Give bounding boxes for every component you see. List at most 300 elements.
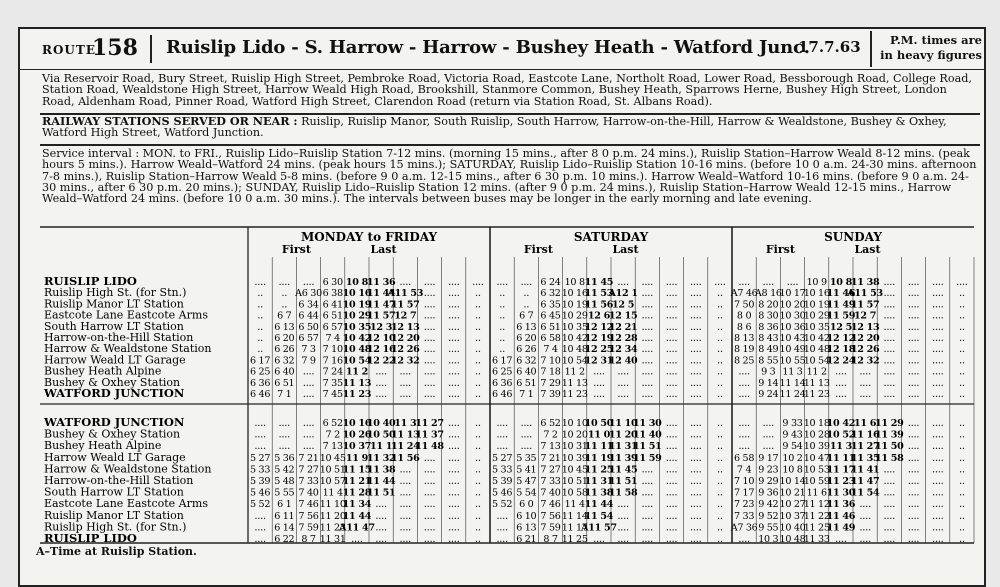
- outbound-time-cell: ..: [523, 299, 530, 311]
- outbound-time-cell: 10 9: [806, 277, 827, 288]
- inbound-time-cell: ....: [665, 522, 678, 534]
- inbound-time-cell: 10 14: [779, 476, 806, 487]
- inbound-time-cell: 7 23: [734, 499, 755, 511]
- outbound-time-cell: 6 45: [540, 310, 561, 322]
- inbound-time-cell: ....: [447, 452, 460, 464]
- outbound-time-cell: ..: [499, 333, 505, 344]
- inbound-time-cell: ..: [959, 429, 965, 441]
- inbound-time-cell: ....: [931, 418, 944, 429]
- inbound-time-cell: ....: [375, 534, 387, 545]
- outbound-time-cell: 12 31: [584, 355, 614, 367]
- inbound-time-cell: 11 22: [803, 510, 830, 522]
- inbound-time-cell: 10 57: [319, 476, 346, 487]
- outbound-time-cell: ..: [281, 288, 288, 300]
- outbound-time-cell: 12 40: [608, 355, 638, 367]
- outbound-time-cell: ..: [475, 288, 481, 300]
- outbound-time-cell: ....: [762, 277, 775, 288]
- inbound-time-cell: ....: [859, 522, 871, 534]
- inbound-time-cell: ....: [447, 534, 460, 545]
- inbound-time-cell: 11 59: [633, 452, 662, 464]
- outbound-time-cell: 11 13: [803, 377, 830, 389]
- inbound-time-cell: 11 51: [633, 441, 662, 453]
- outbound-time-cell: 8 36: [758, 321, 779, 333]
- outbound-time-cell: 7 18: [540, 366, 561, 378]
- outbound-time-cell: 6 32: [540, 288, 561, 300]
- inbound-time-cell: 9 29: [758, 476, 779, 487]
- inbound-time-cell: ....: [931, 499, 944, 511]
- outbound-time-cell: ....: [423, 377, 436, 389]
- outbound-time-cell: 12 34: [608, 344, 638, 356]
- outbound-time-cell: 12 25: [584, 344, 614, 356]
- outbound-time-cell: 7 1: [519, 389, 534, 400]
- inbound-time-cell: 11 17: [826, 464, 856, 476]
- outbound-time-cell: ..: [959, 333, 965, 344]
- inbound-time-cell: ....: [907, 499, 920, 511]
- inbound-time-cell: ....: [641, 464, 654, 476]
- outbound-time-cell: ....: [399, 366, 412, 378]
- inbound-time-cell: 11 47: [850, 476, 880, 487]
- inbound-time-cell: 11 11: [584, 441, 614, 453]
- outbound-time-cell: 11 53: [584, 288, 614, 300]
- inbound-time-cell: ....: [617, 534, 629, 545]
- inbound-time-cell: 11 10: [608, 418, 638, 429]
- inbound-time-cell: ..: [717, 418, 723, 429]
- inbound-time-cell: 11 1: [370, 441, 393, 453]
- inbound-time-cell: 6 13: [516, 522, 537, 534]
- outbound-time-cell: ....: [641, 366, 654, 378]
- outbound-time-cell: ....: [665, 310, 678, 322]
- inbound-time-cell: 11 6: [854, 418, 877, 429]
- outbound-time-cell: ....: [931, 299, 944, 311]
- outbound-time-cell: ....: [689, 333, 702, 344]
- outbound-time-cell: ....: [883, 366, 896, 378]
- outbound-time-cell: ..: [257, 288, 263, 300]
- outbound-time-cell: ....: [956, 277, 968, 288]
- outbound-time-cell: 6 58: [540, 333, 561, 344]
- inbound-stop-name: Harrow-on-the-Hill Station: [44, 474, 194, 487]
- inbound-time-cell: ....: [302, 418, 315, 429]
- inbound-time-cell: 11 58: [608, 487, 638, 499]
- outbound-time-cell: ..: [959, 288, 965, 300]
- inbound-time-cell: ..: [475, 441, 481, 453]
- inbound-stop-name: Bushey & Oxhey Station: [44, 427, 181, 441]
- last-header: Last: [370, 243, 397, 256]
- inbound-time-cell: ....: [738, 418, 750, 429]
- inbound-time-cell: ....: [665, 429, 678, 441]
- inbound-time-cell: ....: [447, 418, 460, 429]
- inbound-time-cell: ....: [278, 441, 291, 453]
- outbound-time-cell: 6 26: [274, 344, 295, 356]
- inbound-time-cell: 5 52: [492, 499, 513, 511]
- outbound-time-cell: 6 17: [250, 355, 271, 367]
- inbound-time-cell: ....: [931, 452, 944, 464]
- inbound-time-cell: 11 11: [826, 452, 856, 464]
- inbound-time-cell: ....: [665, 441, 678, 453]
- inbound-time-cell: 7 59: [298, 522, 319, 534]
- inbound-stop-name: WATFORD JUNCTION: [44, 415, 185, 429]
- outbound-time-cell: ....: [907, 321, 920, 333]
- inbound-stop-name: Ruislip Manor LT Station: [44, 508, 184, 522]
- inbound-time-cell: 5 54: [516, 487, 537, 499]
- inbound-time-cell: 7 21: [540, 452, 561, 464]
- inbound-time-cell: 11 28: [342, 487, 372, 499]
- outbound-time-cell: 6 51: [322, 310, 343, 322]
- inbound-time-cell: 11 40: [633, 429, 662, 441]
- outbound-time-cell: ..: [475, 377, 481, 389]
- outbound-time-cell: 12 22: [366, 355, 396, 367]
- inbound-time-cell: ..: [959, 476, 965, 487]
- inbound-time-cell: ....: [931, 510, 944, 522]
- inbound-time-cell: 11 54: [584, 510, 614, 522]
- stations-served-label: RAILWAY STATIONS SERVED OR NEAR :: [42, 114, 298, 128]
- outbound-time-cell: 12 5: [612, 299, 635, 311]
- route-date: 17.7.63: [798, 38, 861, 56]
- inbound-time-cell: 11 41: [850, 464, 880, 476]
- inbound-time-cell: 10 39: [803, 441, 830, 453]
- outbound-time-cell: ....: [883, 310, 896, 322]
- inbound-time-cell: 11 30: [633, 418, 662, 429]
- outbound-time-cell: ....: [907, 389, 920, 400]
- inbound-time-cell: ....: [689, 522, 702, 534]
- outbound-time-cell: ....: [472, 277, 484, 288]
- inbound-time-cell: 11 51: [366, 487, 396, 499]
- inbound-time-cell: ....: [375, 510, 387, 522]
- inbound-time-cell: ....: [254, 418, 266, 429]
- outbound-time-cell: 7 9: [301, 355, 316, 367]
- outbound-time-cell: ....: [907, 288, 920, 300]
- inbound-time-cell: 11 12: [803, 499, 830, 511]
- outbound-time-cell: 10 42: [342, 333, 372, 344]
- outbound-time-cell: 6 57: [322, 321, 343, 333]
- outbound-time-cell: ....: [302, 389, 315, 400]
- inbound-time-cell: 5 39: [492, 476, 513, 487]
- outbound-time-cell: 8 6: [736, 321, 752, 333]
- outbound-time-cell: 10 35: [342, 321, 372, 333]
- inbound-time-cell: ....: [254, 522, 266, 534]
- inbound-time-cell: 10 37: [779, 510, 806, 522]
- outbound-time-cell: 11 57: [366, 310, 396, 322]
- outbound-time-cell: ....: [689, 277, 702, 288]
- outbound-time-cell: 6 50: [298, 321, 319, 333]
- first-header: First: [523, 243, 553, 256]
- inbound-time-cell: ....: [593, 534, 605, 545]
- inbound-time-cell: ....: [931, 476, 944, 487]
- outbound-time-cell: ..: [475, 321, 481, 333]
- inbound-time-cell: ....: [399, 499, 412, 511]
- outbound-time-cell: 7 39: [540, 389, 561, 400]
- inbound-time-cell: 10 27: [779, 499, 806, 511]
- outbound-time-cell: ....: [593, 366, 605, 378]
- outbound-time-cell: 11 23: [803, 389, 830, 400]
- outbound-time-cell: ....: [641, 355, 654, 367]
- outbound-time-cell: 12 5: [829, 321, 852, 333]
- last-header: Last: [612, 243, 639, 256]
- inbound-time-cell: 10 2: [782, 452, 803, 464]
- outbound-time-cell: ..: [717, 344, 723, 356]
- inbound-time-cell: 7 46: [540, 499, 561, 511]
- outbound-time-cell: 6 24: [540, 277, 561, 288]
- inbound-time-cell: 11 39: [875, 429, 904, 441]
- inbound-time-cell: ....: [738, 534, 750, 545]
- inbound-time-cell: 10 40: [366, 418, 396, 429]
- inbound-time-cell: ....: [423, 522, 436, 534]
- outbound-time-cell: ....: [665, 299, 678, 311]
- inbound-time-cell: 11 27: [415, 418, 444, 429]
- outbound-time-cell: 10 19: [342, 299, 372, 311]
- inbound-time-cell: ....: [447, 441, 460, 453]
- outbound-time-cell: 6 46: [250, 389, 271, 400]
- inbound-time-cell: ....: [447, 522, 460, 534]
- inbound-time-cell: ....: [423, 534, 436, 545]
- outbound-time-cell: ....: [931, 333, 944, 344]
- outbound-time-cell: 6 17: [492, 355, 513, 367]
- outbound-time-cell: 10 17: [779, 288, 806, 300]
- outbound-time-cell: ..: [257, 310, 263, 322]
- inbound-time-cell: 10 47: [803, 452, 830, 464]
- outbound-time-cell: 11 2: [345, 366, 368, 378]
- outbound-time-cell: 7 10: [540, 355, 561, 367]
- inbound-time-cell: 9 43: [782, 429, 803, 441]
- inbound-time-cell: ....: [883, 487, 896, 499]
- inbound-time-cell: 11 13: [391, 429, 420, 441]
- outbound-time-cell: 11 36: [366, 277, 396, 288]
- inbound-time-cell: 11 6: [806, 487, 827, 499]
- inbound-time-cell: ....: [278, 429, 291, 441]
- outbound-time-cell: ....: [278, 277, 291, 288]
- outbound-time-cell: 10 29: [561, 310, 588, 322]
- inbound-time-cell: 7 27: [298, 464, 319, 476]
- outbound-time-cell: 11 45: [584, 277, 614, 288]
- outbound-time-cell: ....: [907, 355, 920, 367]
- inbound-time-cell: ....: [399, 487, 412, 499]
- outbound-time-cell: 12 32: [850, 355, 880, 367]
- inbound-time-cell: 6 0: [519, 499, 534, 511]
- outbound-time-cell: ....: [302, 366, 315, 378]
- inbound-time-cell: ....: [302, 429, 315, 441]
- timetable-grid: [20, 29, 984, 587]
- outbound-stop-name: Eastcote Lane Eastcote Arms: [44, 308, 208, 322]
- inbound-time-cell: 11 24: [391, 441, 420, 453]
- inbound-time-cell: ....: [689, 510, 702, 522]
- inbound-time-cell: ....: [907, 429, 920, 441]
- inbound-time-cell: 5 42: [274, 464, 295, 476]
- inbound-time-cell: 7 59: [540, 522, 561, 534]
- route-label: ROUTE: [42, 43, 96, 57]
- outbound-time-cell: ..: [959, 344, 965, 356]
- outbound-time-cell: 11 57: [850, 299, 880, 311]
- outbound-time-cell: 10 16: [342, 288, 372, 300]
- inbound-time-cell: 11 51: [608, 476, 638, 487]
- outbound-time-cell: 12 21: [608, 321, 638, 333]
- outbound-time-cell: ....: [689, 344, 702, 356]
- outbound-time-cell: ....: [302, 277, 315, 288]
- inbound-time-cell: 11 29: [875, 418, 904, 429]
- inbound-time-cell: 7 56: [540, 510, 561, 522]
- inbound-time-cell: ....: [399, 510, 412, 522]
- outbound-time-cell: 12 19: [584, 333, 614, 344]
- inbound-time-cell: ....: [665, 510, 678, 522]
- inbound-time-cell: 10 31: [561, 441, 588, 453]
- inbound-time-cell: 11 3: [829, 441, 852, 453]
- outbound-time-cell: ..: [281, 299, 288, 311]
- inbound-time-cell: ....: [907, 522, 920, 534]
- inbound-time-cell: ....: [496, 510, 508, 522]
- inbound-time-cell: ....: [883, 464, 896, 476]
- inbound-time-cell: ....: [254, 429, 266, 441]
- inbound-time-cell: 5 35: [516, 452, 537, 464]
- outbound-time-cell: ..: [717, 366, 723, 378]
- outbound-time-cell: 12 13: [391, 321, 420, 333]
- outbound-time-cell: 7 45: [322, 389, 343, 400]
- inbound-time-cell: ....: [907, 476, 920, 487]
- outbound-time-cell: ....: [423, 288, 436, 300]
- inbound-time-cell: 10 20: [561, 429, 588, 441]
- inbound-time-cell: ....: [617, 510, 629, 522]
- outbound-time-cell: 11 59: [826, 310, 856, 322]
- inbound-time-cell: 7 13: [540, 441, 561, 453]
- outbound-time-cell: ....: [738, 377, 750, 389]
- inbound-time-cell: ....: [375, 522, 387, 534]
- inbound-time-cell: ..: [475, 429, 481, 441]
- outbound-time-cell: 9 3: [761, 366, 776, 378]
- inbound-time-cell: 9 23: [758, 464, 779, 476]
- outbound-time-cell: ..: [717, 377, 723, 389]
- outbound-time-cell: ....: [423, 321, 436, 333]
- inbound-time-cell: 7 27: [540, 464, 561, 476]
- outbound-time-cell: 10 8: [345, 277, 368, 288]
- outbound-time-cell: 10 54: [803, 355, 830, 367]
- inbound-time-cell: 11 21: [342, 476, 372, 487]
- outbound-time-cell: 12 20: [391, 333, 420, 344]
- outbound-time-cell: 11 23: [342, 389, 372, 400]
- outbound-time-cell: 10 20: [779, 299, 806, 311]
- outbound-time-cell: 8 43: [758, 333, 779, 344]
- outbound-time-cell: ..: [959, 366, 965, 378]
- last-header: Last: [854, 243, 881, 256]
- inbound-time-cell: 10 8: [782, 464, 803, 476]
- outbound-time-cell: ....: [593, 377, 605, 389]
- inbound-time-cell: 5 27: [250, 452, 271, 464]
- inbound-time-cell: ....: [762, 441, 775, 453]
- outbound-time-cell: ....: [907, 299, 920, 311]
- outbound-time-cell: 10 54: [342, 355, 372, 367]
- inbound-time-cell: ..: [959, 510, 965, 522]
- outbound-time-cell: 6 20: [274, 333, 295, 344]
- inbound-time-cell: 11 31: [319, 534, 346, 545]
- inbound-time-cell: ....: [907, 534, 920, 545]
- route-number: 158: [92, 35, 138, 61]
- inbound-time-cell: ....: [254, 510, 266, 522]
- outbound-time-cell: ....: [447, 344, 460, 356]
- outbound-time-cell: A11 53: [847, 288, 883, 300]
- inbound-time-cell: 7 33: [734, 510, 755, 522]
- inbound-time-cell: ..: [959, 418, 965, 429]
- inbound-time-cell: 7 13: [322, 441, 343, 453]
- outbound-time-cell: ....: [738, 389, 750, 400]
- outbound-time-cell: ....: [423, 344, 436, 356]
- inbound-time-cell: ....: [254, 441, 266, 453]
- inbound-time-cell: ....: [738, 429, 750, 441]
- outbound-time-cell: 7 24: [322, 366, 343, 378]
- inbound-time-cell: 11 37: [415, 429, 444, 441]
- outbound-time-cell: 11 44: [366, 288, 396, 300]
- inbound-time-cell: 10 10: [561, 418, 588, 429]
- inbound-time-cell: ..: [959, 534, 965, 545]
- inbound-time-cell: 10 45: [561, 464, 588, 476]
- outbound-stop-name: Harrow & Wealdstone Station: [44, 342, 212, 356]
- outbound-time-cell: 9 14: [758, 377, 779, 389]
- inbound-time-cell: ....: [931, 429, 944, 441]
- outbound-time-cell: ....: [859, 366, 871, 378]
- outbound-time-cell: ....: [447, 288, 460, 300]
- inbound-time-cell: ....: [423, 487, 436, 499]
- inbound-time-cell: 10 51: [561, 476, 588, 487]
- outbound-time-cell: ....: [883, 344, 896, 356]
- inbound-time-cell: 11 4: [322, 487, 343, 499]
- inbound-time-cell: ....: [689, 499, 702, 511]
- inbound-time-cell: ....: [665, 487, 678, 499]
- outbound-time-cell: ..: [959, 355, 965, 367]
- inbound-time-cell: ....: [665, 499, 678, 511]
- inbound-time-cell: ....: [689, 441, 702, 453]
- outbound-time-cell: 6 25: [492, 366, 513, 378]
- inbound-time-cell: 11 32: [366, 452, 396, 464]
- outbound-time-cell: ....: [689, 366, 702, 378]
- inbound-time-cell: ..: [475, 499, 481, 511]
- inbound-stop-name: Eastcote Lane Eastcote Arms: [44, 497, 208, 511]
- inbound-time-cell: 11 38: [584, 487, 614, 499]
- outbound-time-cell: 9 24: [758, 389, 779, 400]
- inbound-time-cell: ....: [762, 418, 775, 429]
- outbound-time-cell: 8 19: [734, 344, 755, 356]
- outbound-time-cell: 6 30: [322, 277, 343, 288]
- inbound-time-cell: 10 18: [803, 418, 830, 429]
- outbound-time-cell: 11 47: [366, 299, 396, 311]
- pm-times-note: P.M. times are in heavy figures: [880, 33, 982, 62]
- inbound-time-cell: ....: [423, 452, 436, 464]
- outbound-time-cell: ....: [423, 389, 436, 400]
- inbound-time-cell: ..: [959, 452, 965, 464]
- inbound-time-cell: ..: [717, 429, 723, 441]
- outbound-time-cell: ..: [257, 321, 263, 333]
- inbound-time-cell: 10 48: [779, 534, 806, 545]
- inbound-time-cell: 11 25: [584, 464, 614, 476]
- inbound-time-cell: ..: [475, 522, 481, 534]
- inbound-time-cell: 6 21: [516, 534, 537, 545]
- outbound-time-cell: ..: [475, 355, 481, 367]
- inbound-time-cell: 10 58: [561, 487, 588, 499]
- outbound-time-cell: 6 44: [298, 310, 319, 322]
- outbound-time-cell: ....: [859, 377, 871, 389]
- inbound-time-cell: 6 10: [516, 510, 537, 522]
- inbound-time-cell: 11 15: [342, 464, 372, 476]
- outbound-time-cell: ..: [475, 299, 481, 311]
- outbound-time-cell: ....: [931, 344, 944, 356]
- outbound-time-cell: 10 29: [342, 310, 372, 322]
- outbound-time-cell: 12 10: [366, 333, 396, 344]
- outbound-time-cell: 7 3: [301, 344, 316, 356]
- outbound-time-cell: ....: [665, 333, 678, 344]
- outbound-time-cell: ..: [959, 321, 965, 333]
- outbound-time-cell: 11 2: [806, 366, 827, 378]
- inbound-time-cell: 7 10: [734, 476, 755, 487]
- inbound-time-cell: ....: [689, 418, 702, 429]
- inbound-time-cell: ....: [907, 464, 920, 476]
- outbound-time-cell: ....: [641, 333, 654, 344]
- inbound-time-cell: ....: [375, 499, 387, 511]
- inbound-time-cell: 11 34: [342, 499, 372, 511]
- outbound-time-cell: A11 53: [387, 288, 424, 300]
